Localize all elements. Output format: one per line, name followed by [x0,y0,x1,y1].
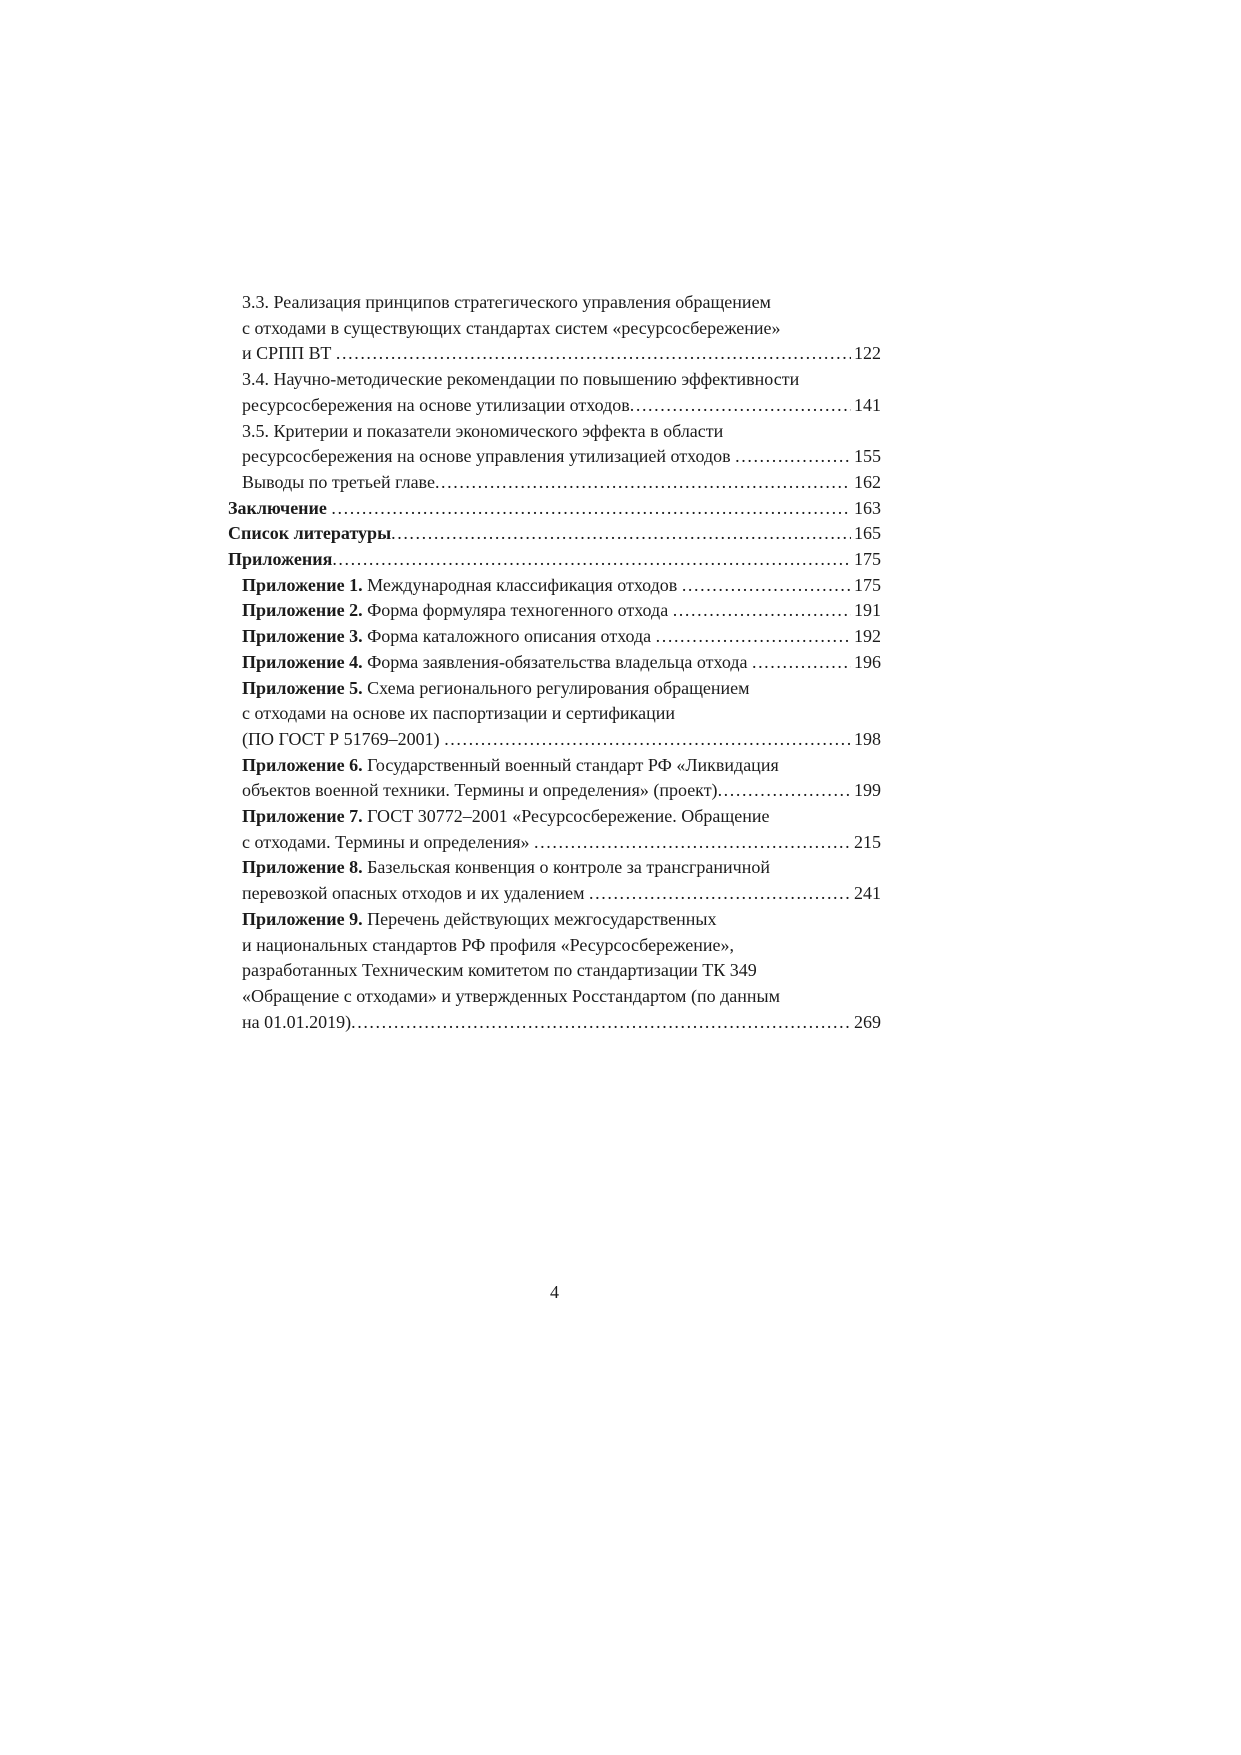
toc-entry-text: Форма заявления-обязательства владельца отхода [362,651,752,672]
toc-entry-text: на 01.01.2019) [242,1011,352,1032]
toc-page-number: 175 [854,549,881,570]
toc-entry-text: (ПО ГОСТ Р 51769–2001) [242,728,445,749]
dot-leader [444,727,851,753]
toc-entry [228,290,881,367]
toc-entry-text: ГОСТ 30772–2001 «Ресурсосбережение. Обращение [362,806,770,827]
toc-page-number: 191 [854,600,881,621]
toc-entry-text: 3.5. Критерии и показатели экономического эффекта в области [242,420,724,441]
toc-page-number: 122 [854,343,881,364]
toc-line [242,907,881,933]
toc-page-number: 198 [854,728,881,749]
toc-entry [228,521,881,547]
toc-entry [228,753,881,804]
toc-entry [228,419,881,470]
toc-entry-text: ресурсосбережения на основе управления утилизацией отходов [242,446,736,467]
toc-entry-text: разработанных Техническим комитетом по стандартизации ТК 349 [242,960,757,981]
toc-page-number: 165 [854,523,881,544]
toc-entry-text: 3.4. Научно-методические рекомендации по повышению эффективности [242,369,800,390]
toc-entry-title-bold: Приложение 1. [242,574,363,595]
toc-entry-title-bold: Приложение 7. [242,806,363,827]
toc-entry-title-bold: Приложение 6. [242,754,363,775]
dot-leader [673,598,851,624]
toc-line [242,290,881,316]
toc-line [242,444,881,470]
dot-leader [589,881,851,907]
dot-leader [682,573,851,599]
page-number-footer: 4 [550,1282,559,1302]
toc-entry-text: Международная классификация отходов [362,574,682,595]
toc-entry-title-bold: Приложение 8. [242,857,363,878]
dot-leader [718,778,851,804]
toc-page-number: 199 [854,780,881,801]
toc-line [242,393,881,419]
dot-leader [435,470,851,496]
toc-entry [228,804,881,855]
toc-entry-text: перевозкой опасных отходов и их удалением [242,883,590,904]
toc-entry-text: 3.3. Реализация принципов стратегического управления обращением [242,292,771,312]
toc-line [242,881,881,907]
toc-line [242,804,881,830]
toc-line [242,1010,881,1036]
dot-leader [336,341,851,367]
toc-line [242,701,881,727]
toc-entry [228,650,881,676]
toc-page-number: 215 [854,831,881,852]
toc-line [242,933,881,959]
toc-line [242,676,881,702]
toc-entry-title-bold: Заключение [228,497,327,518]
toc-line [228,521,881,547]
toc-entry-text: с отходами в существующих стандартах систем «ресурсосбережение» [242,317,781,338]
toc-line [228,547,881,573]
toc-entry-text: Базельская конвенция о контроле за трансграничной [362,857,770,878]
toc-page-number: 163 [854,497,881,518]
toc-page-number: 196 [854,651,881,672]
toc-entry-title-bold: Приложение 9. [242,908,363,929]
toc-line [242,470,881,496]
toc-line [242,367,881,393]
dot-leader [735,444,851,470]
dot-leader [331,496,851,522]
toc-entry [228,367,881,418]
toc-entry [228,676,881,753]
toc-entry-title-bold: Приложение 3. [242,626,363,647]
toc-entry-text: Выводы по третьей главе [242,471,435,492]
toc-entry-title-bold: Приложения [228,549,333,570]
toc-entry-text: и СРПП ВТ [242,343,336,364]
toc-entry-title-bold: Приложение 2. [242,600,363,621]
toc-entry [228,573,881,599]
toc-line [242,984,881,1010]
toc-line [242,855,881,881]
dot-leader [351,1010,851,1036]
toc-line [242,727,881,753]
toc-entry-text: объектов военной техники. Термины и определения» (проект) [242,780,718,801]
toc-page-number: 162 [854,471,881,492]
toc-line [242,316,881,342]
toc-entry-text: Форма каталожного описания отхода [362,626,656,647]
toc-entry [228,624,881,650]
toc-entry [228,855,881,906]
dot-leader [630,393,851,419]
toc-page-number: 192 [854,626,881,647]
toc-entry [228,907,881,1036]
toc-entry [228,547,881,573]
toc-line [242,573,881,599]
toc-page-number: 269 [854,1011,881,1032]
toc-entry [228,470,881,496]
table-of-contents [228,290,881,1035]
toc-line [242,753,881,779]
toc-entry-text: Государственный военный стандарт РФ «Ликвидация [362,754,779,775]
toc-entry-text: с отходами. Термины и определения» [242,831,535,852]
dot-leader [332,547,851,573]
toc-page-number: 175 [854,574,881,595]
dot-leader [391,521,851,547]
toc-entry-title-bold: Приложение 4. [242,651,363,672]
toc-line [242,598,881,624]
toc-entry [228,496,881,522]
toc-line [228,496,881,522]
toc-entry-text: Форма формуляра техногенного отхода [362,600,673,621]
toc-entry-text: Схема регионального регулирования обращением [362,677,750,698]
toc-line [242,624,881,650]
toc-entry-text: «Обращение с отходами» и утвержденных Росстандартом (по данным [242,985,780,1006]
toc-entry-text: с отходами на основе их паспортизации и сертификации [242,703,676,724]
dot-leader [752,650,851,676]
toc-line [242,958,881,984]
toc-entry-title-bold: Список литературы [228,523,392,544]
toc-entry-title-bold: Приложение 5. [242,677,363,698]
toc-entry-text: ресурсосбережения на основе утилизации отходов [242,394,630,415]
toc-entry [228,598,881,624]
dot-leader [656,624,851,650]
toc-line [242,650,881,676]
toc-line [242,341,881,367]
toc-line [242,778,881,804]
dot-leader [534,830,851,856]
toc-entry-text: и национальных стандартов РФ профиля «Ресурсосбережение», [242,934,735,955]
toc-line [242,830,881,856]
toc-line [242,419,881,445]
toc-page-number: 141 [854,394,881,415]
toc-entry-text: Перечень действующих межгосударственных [362,908,717,929]
toc-page-number: 155 [854,446,881,467]
toc-page-number: 241 [854,883,881,904]
